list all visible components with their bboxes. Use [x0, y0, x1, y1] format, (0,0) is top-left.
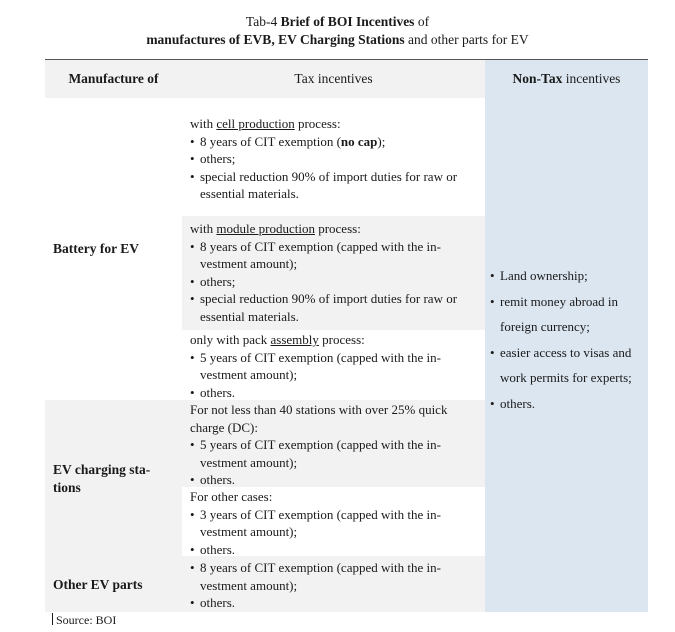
bullet: • [490, 395, 495, 411]
list-item: • others. [190, 384, 236, 400]
header-non-tax-bold: Non-Tax [512, 71, 563, 86]
tax-pack-assembly [182, 330, 485, 400]
list-item: • others; [190, 151, 236, 166]
header-non-tax-incentives [485, 60, 648, 98]
module-production-term: module production [216, 221, 315, 236]
bullet: • [190, 273, 195, 289]
list-item: • others; [190, 273, 236, 289]
bullet: • [190, 133, 195, 149]
list-item: • 3 years of CIT exemption (capped with the in-vestment amount); [190, 506, 441, 539]
source-bar [52, 613, 53, 625]
caption-subject-bold: manufactures of EVB, EV Charging Stations [146, 32, 405, 47]
bullet: • [190, 472, 195, 487]
row-label-charging [53, 461, 150, 497]
bullet: • [190, 437, 195, 452]
tax-module-production [182, 216, 485, 330]
list-item: • others. [190, 472, 236, 487]
list-item: • special reduction 90% of import duties for raw or essential materials. [190, 291, 458, 324]
source-text: Source: BOI [56, 613, 117, 627]
charging-40-intro: For not less than 40 stations with over 25% quick charge (DC): [190, 402, 448, 435]
tax-other-parts [182, 556, 485, 612]
bullet: • [190, 560, 195, 575]
bullet: • [190, 541, 195, 557]
list-item: • 8 years of CIT exemption (no cap); [190, 133, 386, 149]
pack-assembly-term: assembly [270, 332, 319, 347]
header-non-tax-rest: incentives [562, 71, 621, 86]
header-manufacture: Manufacture of [45, 60, 182, 98]
header-tax-incentives: Tax incentives [182, 60, 485, 98]
bullet: • [190, 238, 195, 254]
list-item: • others. [190, 541, 236, 557]
table-caption-line-1 [0, 13, 675, 31]
list-item: • Land ownership; [490, 263, 645, 289]
bullet: • [190, 506, 195, 522]
cell-production-intro: with cell production process: [190, 116, 341, 131]
bullet: • [190, 168, 195, 184]
list-item: • others. [190, 595, 236, 610]
module-production-intro: with module production process: [190, 221, 361, 236]
bullet: • [490, 268, 495, 283]
bullet: • [490, 293, 495, 309]
bullet: • [190, 291, 195, 306]
bullet: • [190, 349, 195, 365]
row-label-charging-line-2: tions [53, 480, 81, 495]
caption-title-bold: Brief of BOI Incentives [280, 14, 415, 29]
bullet: • [190, 595, 195, 610]
caption-after-title: of [414, 14, 430, 29]
tax-charging-40-stations [182, 400, 485, 487]
pack-assembly-intro: only with pack assembly process: [190, 332, 365, 347]
list-item: • 8 years of CIT exemption (capped with the in-vestment amount); [190, 238, 441, 271]
list-item: • 8 years of CIT exemption (capped with the in-vestment amount); [190, 560, 441, 593]
caption-prefix: Tab-4 [245, 14, 281, 29]
row-label-battery: Battery for EV [53, 241, 139, 256]
list-item: • special reduction 90% of import duties for raw or essential materials. [190, 168, 458, 201]
list-item: • 5 years of CIT exemption (capped with the in-vestment amount); [190, 349, 441, 382]
row-label-other-parts: Other EV parts [53, 577, 143, 592]
table-caption-line-2 [0, 31, 675, 49]
tax-charging-other-cases [182, 487, 485, 556]
cell-production-term: cell production [216, 116, 295, 131]
caption-subject-tail: and other parts for EV [404, 32, 529, 47]
bullet: • [190, 384, 195, 400]
source-note [52, 612, 116, 628]
tax-cell-production [182, 98, 485, 216]
list-item: • remit money abroad in foreign currency; [490, 289, 645, 340]
charging-other-intro: For other cases: [190, 489, 273, 504]
list-item: • others. [490, 391, 645, 417]
no-cap-bold: no cap [340, 133, 378, 149]
bullet: • [490, 344, 495, 360]
non-tax-list [490, 263, 645, 416]
list-item: • 5 years of CIT exemption (capped with the in-vestment amount); [190, 437, 441, 470]
list-item: • easier access to visas and work permits for experts; [490, 340, 645, 391]
row-label-charging-line-1: EV charging sta- [53, 462, 151, 477]
bullet: • [190, 151, 195, 166]
